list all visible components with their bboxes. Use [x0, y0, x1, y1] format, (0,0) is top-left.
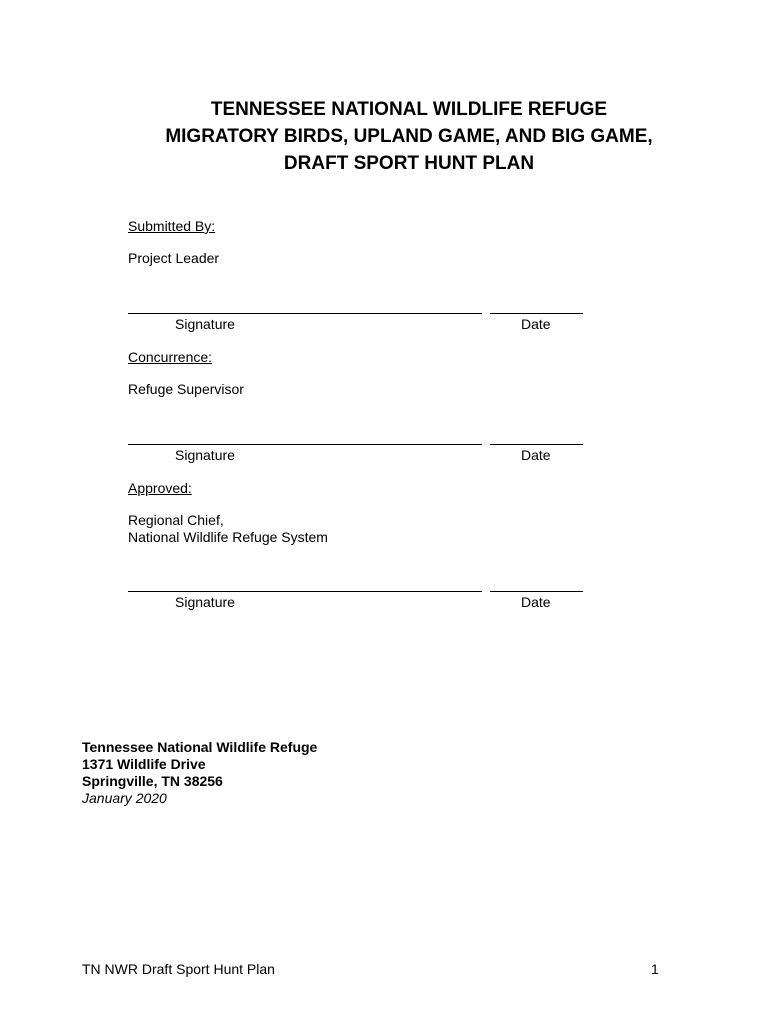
approved-signature-label: Signature: [175, 594, 235, 610]
approved-role-line-2: National Wildlife Refuge System: [128, 529, 328, 545]
submitted-signature-label: Signature: [175, 316, 235, 332]
concurrence-date-label: Date: [521, 447, 551, 463]
title-line-3: DRAFT SPORT HUNT PLAN: [283, 153, 535, 174]
submitted-date-label: Date: [521, 316, 551, 332]
refuge-name: Tennessee National Wildlife Refuge: [82, 739, 318, 755]
approved-signature-line: [128, 591, 482, 592]
submitted-signature-line: [128, 313, 482, 314]
approved-date-line: [490, 591, 583, 592]
approved-role-line-1: Regional Chief,: [128, 512, 224, 528]
document-title: [0, 96, 770, 177]
approved-date-label: Date: [521, 594, 551, 610]
concurrence-signature-line: [128, 444, 482, 445]
concurrence-signature-label: Signature: [175, 447, 235, 463]
concurrence-role: Refuge Supervisor: [128, 381, 244, 397]
document-date: January 2020: [82, 790, 167, 806]
concurrence-heading: Concurrence:: [128, 349, 213, 365]
submitted-date-line: [490, 313, 583, 314]
title-line-1: TENNESSEE NATIONAL WILDLIFE REFUGE: [210, 99, 608, 120]
title-line-2: MIGRATORY BIRDS, UPLAND GAME, AND BIG GAME,: [165, 126, 653, 147]
refuge-address: [82, 739, 317, 807]
concurrence-date-line: [490, 444, 583, 445]
submitted-by-heading: Submitted By:: [128, 218, 216, 234]
submitted-by-role: Project Leader: [128, 250, 220, 266]
refuge-city: Springville, TN 38256: [82, 773, 223, 789]
approved-heading: Approved:: [128, 480, 192, 496]
page-number: 1: [651, 961, 659, 977]
footer-title: TN NWR Draft Sport Hunt Plan: [82, 961, 275, 977]
refuge-street: 1371 Wildlife Drive: [82, 756, 206, 772]
